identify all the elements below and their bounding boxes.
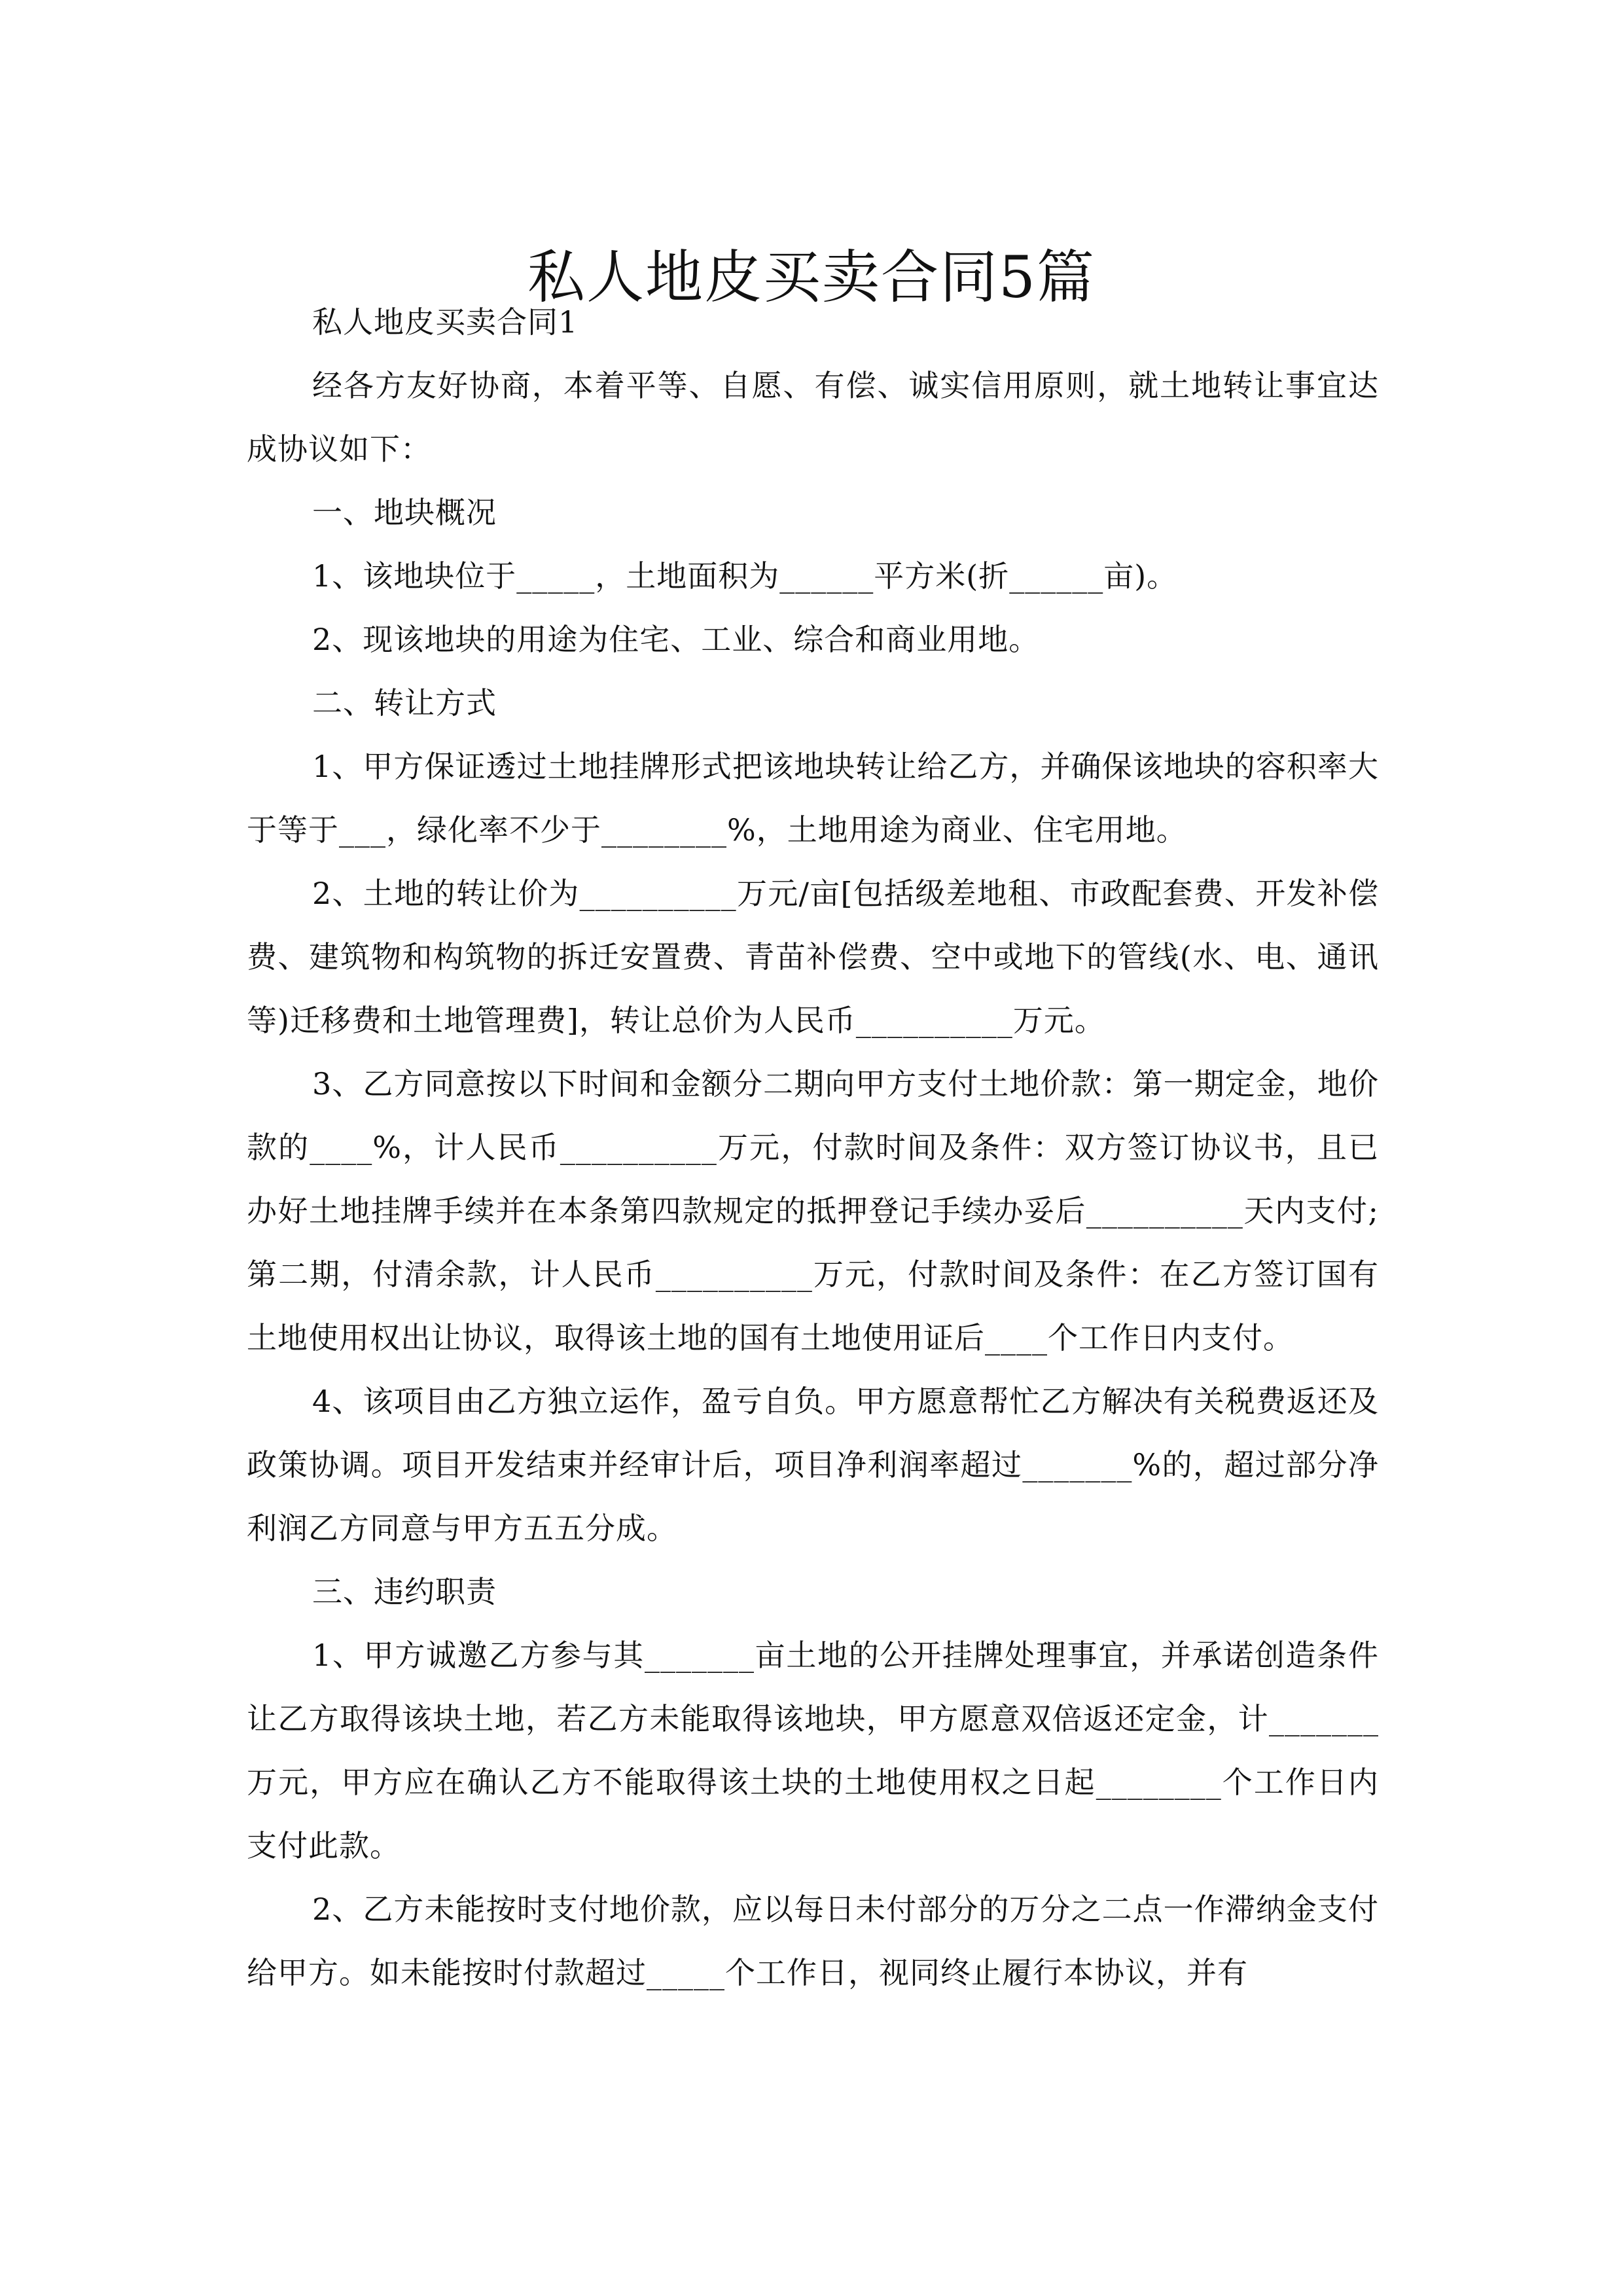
- clause-paragraph: 2、现该地块的用途为住宅、工业、综合和商业用地。: [312, 622, 1040, 657]
- clause-paragraph: 2、土地的转让价为__________万元/亩[包括级差地租、市政配套费、开发补偿费、建筑物和构筑物的拆迁安置费、青苗补偿费、空中或地下的管线(水、电、通讯等)迁移费和土地管理费]，转让总价为人民币__________万元。: [247, 876, 1379, 1038]
- clause-paragraph: 4、该项目由乙方独立运作，盈亏自负。甲方愿意帮忙乙方解决有关税费返还及政策协调。项目开发结束并经审计后，项目净利润率超过_______%的，超过部分净利润乙方同意与甲方五五分成。: [247, 1384, 1379, 1546]
- document-body: [247, 291, 1379, 2005]
- contract-subtitle: 私人地皮买卖合同1: [312, 304, 579, 340]
- clause-paragraph: 1、甲方保证透过土地挂牌形式把该地块转让给乙方，并确保该地块的容积率大于等于___，绿化率不少于________%，土地用途为商业、住宅用地。: [247, 749, 1379, 848]
- clause-paragraph: 1、甲方诚邀乙方参与其_______亩土地的公开挂牌处理事宜，并承诺创造条件让乙方取得该块土地，若乙方未能取得该地块，甲方愿意双倍返还定金，计_______万元，甲方应在确认乙方不能取得该土块的土地使用权之日起________个工作日内支付此款。: [247, 1638, 1379, 1863]
- clause-paragraph: 2、乙方未能按时支付地价款，应以每日未付部分的万分之二点一作滞纳金支付给甲方。如未能按时付款超过_____个工作日，视同终止履行本协议，并有: [247, 1892, 1379, 1990]
- clause-paragraph: 3、乙方同意按以下时间和金额分二期向甲方支付土地价款：第一期定金，地价款的____%，计人民币__________万元，付款时间及条件：双方签订协议书，且已办好土地挂牌手续并在本条第四款规定的抵押登记手续办妥后__________天内支付;第二期，付清余款，计人民币__________万元，付款时间及条件：在乙方签订国有土地使用权出让协议，取得该土地的国有土地使用证后____个工作日内支付。: [247, 1066, 1379, 1355]
- document-title: 私人地皮买卖合同5篇: [527, 243, 1096, 311]
- section-heading: 三、违约职责: [312, 1574, 497, 1609]
- preamble-paragraph: 经各方友好协商，本着平等、自愿、有偿、诚实信用原则，就土地转让事宜达成协议如下：: [247, 368, 1379, 467]
- section-heading: 二、转让方式: [312, 685, 497, 721]
- section-heading: 一、地块概况: [312, 495, 497, 530]
- clause-paragraph: 1、该地块位于_____，土地面积为______平方米(折______亩)。: [312, 558, 1178, 594]
